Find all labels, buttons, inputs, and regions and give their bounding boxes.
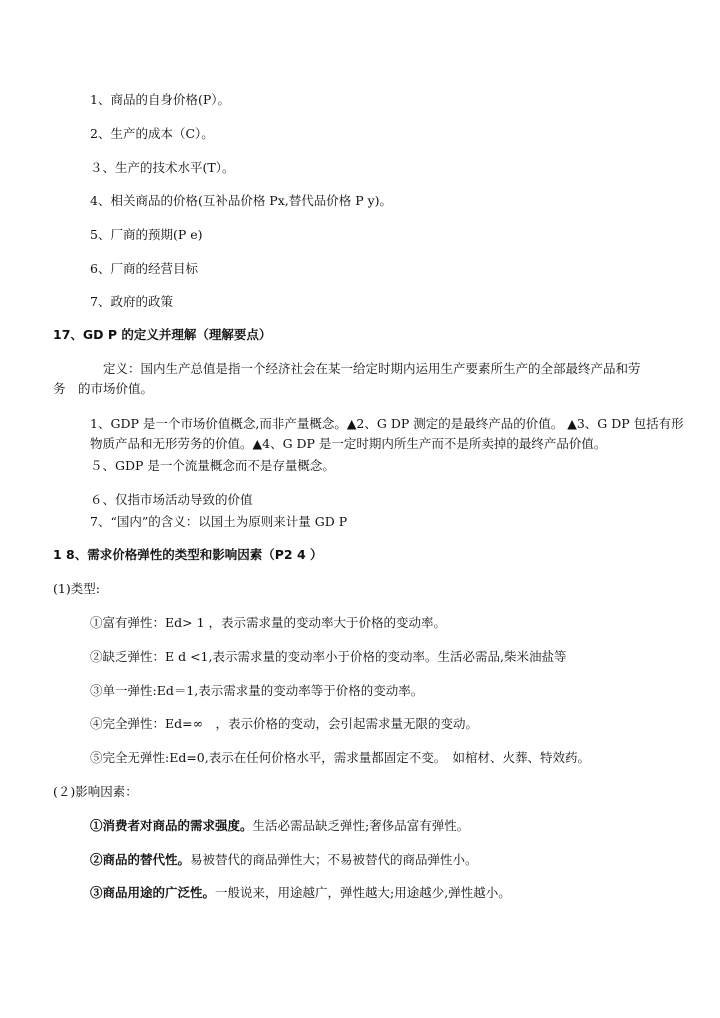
section-heading-17: 17、GD P 的定义并理解（理解要点） [53,327,272,342]
factor-item [90,818,469,834]
factor-item [90,885,511,901]
gdp-point-7: 7、“国内”的含义：以国土为原则来计量 GD P [90,514,348,529]
factors-label: (２)影响因素： [53,784,138,799]
gdp-points-paragraph: 1、GDP 是一个市场价值概念,而非产量概念。▲2、G DP 测定的是最终产品的价值。 ▲3、G DP 包括有形 [90,416,684,431]
elasticity-type: ⑤完全无弹性:Ed=0,表示在任何价格水平，需求量都固定不变。 如棺材、火葬、特效药。 [90,750,590,765]
elasticity-type: ①富有弹性：Ed> 1 ，表示需求量的变动率大于价格的变动率。 [90,615,447,630]
gdp-point-6: ６、仅指市场活动导致的价值 [90,492,253,507]
elasticity-type: ③单一弹性:Ed＝1,表示需求量的变动率等于价格的变动率。 [90,683,424,698]
factor-text: 一般说来，用途越广，弹性越大;用途越少,弹性越小。 [215,885,511,900]
definition-paragraph: 定义：国内生产总值是指一个经济社会在某一给定时期内运用生产要素所生产的全部最终产品和劳 [103,361,641,376]
gdp-points-paragraph-cont: 物质产品和无形劳务的价值。▲4、G DP 是一定时期内所生产而不是所卖掉的最终产品价值。 [90,436,607,451]
factor-text: 生活必需品缺乏弹性;奢侈品富有弹性。 [252,818,470,833]
gdp-point-5: ５、GDP 是一个流量概念而不是存量概念。 [90,458,335,473]
factor-title: ②商品的替代性。 [90,852,191,867]
list-item: 6、厂商的经营目标 [90,261,198,276]
list-item: 1、商品的自身价格(P）。 [90,92,230,107]
elasticity-type: ②缺乏弹性：E d <1,表示需求量的变动率小于价格的变动率。生活必需品,柴米油盐等 [90,649,567,664]
types-label: (1)类型: [53,581,100,596]
factor-title: ③商品用途的广泛性。 [90,885,216,900]
list-item: 7、政府的政策 [90,294,173,309]
factor-title: ①消费者对商品的需求强度。 [90,818,253,833]
factor-text: 易被替代的商品弹性大；不易被替代的商品弹性小。 [190,852,478,867]
list-item: 4、相关商品的价格(互补品价格 Px,替代品价格 P y)。 [90,193,393,208]
factor-item [90,852,478,868]
list-item: 2、生产的成本（C）。 [90,126,214,141]
definition-paragraph-cont: 务 的市场价值。 [53,381,154,396]
elasticity-type: ④完全弹性：Ed=∞ ，表示价格的变动，会引起需求量无限的变动。 [90,716,479,731]
section-heading-18: 1 8、需求价格弹性的类型和影响因素（P2 4 ） [53,547,323,562]
list-item: 5、厂商的预期(P e) [90,227,203,242]
list-item: ３、生产的技术水平(T）。 [90,160,235,175]
